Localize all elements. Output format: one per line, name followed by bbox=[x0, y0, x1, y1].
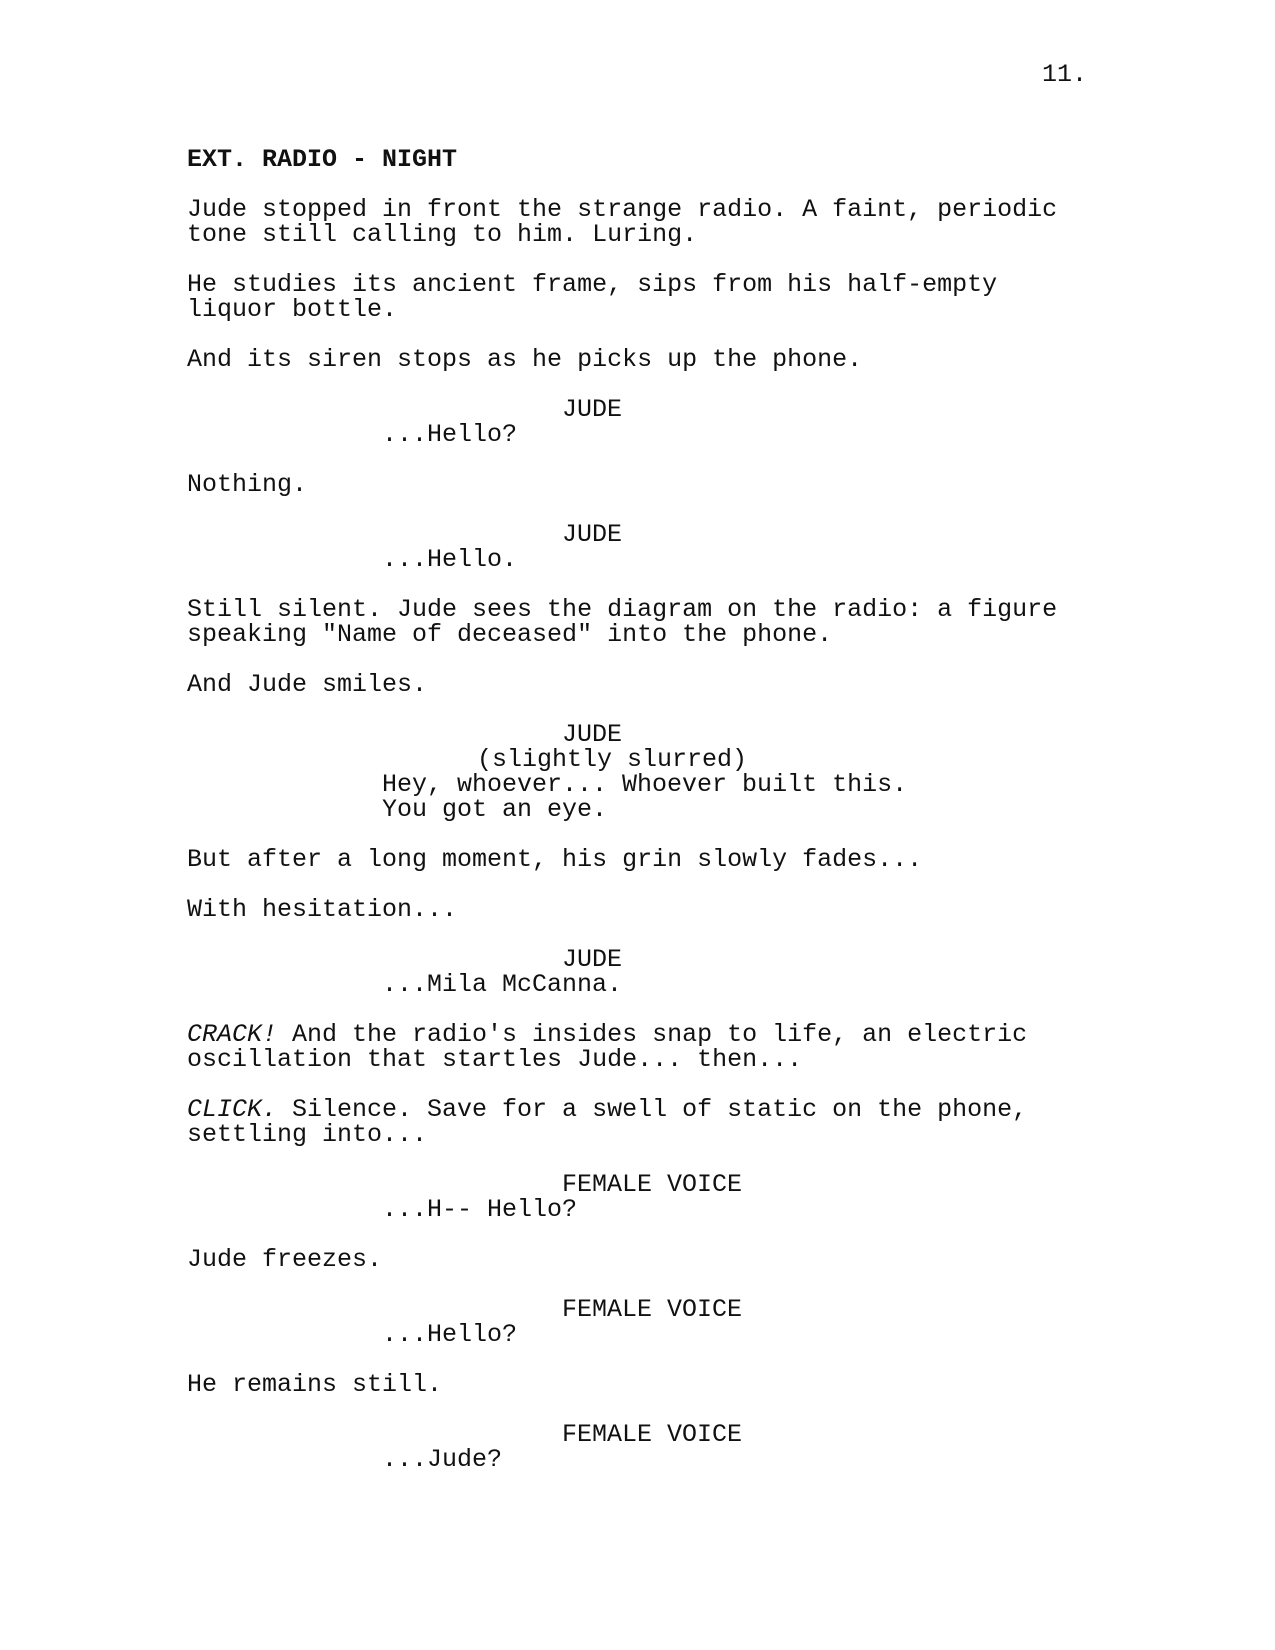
action-line: And its siren stops as he picks up the phone. bbox=[187, 345, 863, 374]
dialogue-line: Hey, whoever... Whoever built this. bbox=[382, 770, 908, 799]
action-line: He studies its ancient frame, sips from his half-empty bbox=[187, 270, 998, 299]
action-line: settling into... bbox=[187, 1120, 428, 1149]
action-line: oscillation that startles Jude... then... bbox=[187, 1045, 803, 1074]
character-name: JUDE bbox=[562, 395, 623, 424]
character-name: FEMALE VOICE bbox=[562, 1295, 743, 1324]
dialogue-line: You got an eye. bbox=[382, 795, 608, 824]
action-line: Still silent. Jude sees the diagram on the radio: a figure bbox=[187, 595, 1058, 624]
action-block bbox=[187, 197, 1087, 247]
dialogue-line: ...Hello? bbox=[382, 1320, 518, 1349]
action-text: And the radio's insides snap to life, an electric bbox=[277, 1020, 1028, 1049]
dialogue-line: ...H-- Hello? bbox=[382, 1195, 578, 1224]
action-line bbox=[187, 1097, 1087, 1122]
action-text: Silence. Save for a swell of static on the phone, bbox=[277, 1095, 1028, 1124]
dialogue-line: ...Mila McCanna. bbox=[382, 970, 623, 999]
action-block bbox=[187, 1097, 1087, 1147]
sound-effect: CRACK! bbox=[187, 1020, 278, 1049]
parenthetical: (slightly slurred) bbox=[477, 745, 748, 774]
character-name: FEMALE VOICE bbox=[562, 1170, 743, 1199]
action-block bbox=[187, 272, 1087, 322]
action-block bbox=[187, 1022, 1087, 1072]
action-line: And Jude smiles. bbox=[187, 670, 428, 699]
dialogue-block bbox=[187, 722, 1087, 822]
action-line: He remains still. bbox=[187, 1370, 443, 1399]
character-name: FEMALE VOICE bbox=[562, 1420, 743, 1449]
action-line: With hesitation... bbox=[187, 895, 458, 924]
dialogue-block bbox=[187, 1172, 1087, 1222]
screenplay-page bbox=[187, 147, 1087, 1472]
character-name: JUDE bbox=[562, 520, 623, 549]
dialogue-block bbox=[187, 1297, 1087, 1347]
page-number: 11. bbox=[1042, 60, 1088, 89]
sound-effect: CLICK. bbox=[187, 1095, 278, 1124]
dialogue-line: ...Jude? bbox=[382, 1445, 503, 1474]
dialogue-block bbox=[187, 947, 1087, 997]
action-block bbox=[187, 597, 1087, 647]
character-name: JUDE bbox=[562, 945, 623, 974]
action-line: liquor bottle. bbox=[187, 295, 398, 324]
dialogue-line: ...Hello? bbox=[382, 420, 518, 449]
scene-heading: EXT. RADIO - NIGHT bbox=[187, 145, 458, 174]
dialogue-block bbox=[187, 397, 1087, 447]
action-line: tone still calling to him. Luring. bbox=[187, 220, 698, 249]
character-name: JUDE bbox=[562, 720, 623, 749]
dialogue-block bbox=[187, 522, 1087, 572]
dialogue-block bbox=[187, 1422, 1087, 1472]
action-line: But after a long moment, his grin slowly fades... bbox=[187, 845, 923, 874]
action-line: speaking "Name of deceased" into the phone. bbox=[187, 620, 833, 649]
action-line: Jude stopped in front the strange radio. A faint, periodic bbox=[187, 195, 1058, 224]
action-line: Nothing. bbox=[187, 470, 308, 499]
action-line bbox=[187, 1022, 1087, 1047]
dialogue-line: ...Hello. bbox=[382, 545, 518, 574]
action-line: Jude freezes. bbox=[187, 1245, 383, 1274]
